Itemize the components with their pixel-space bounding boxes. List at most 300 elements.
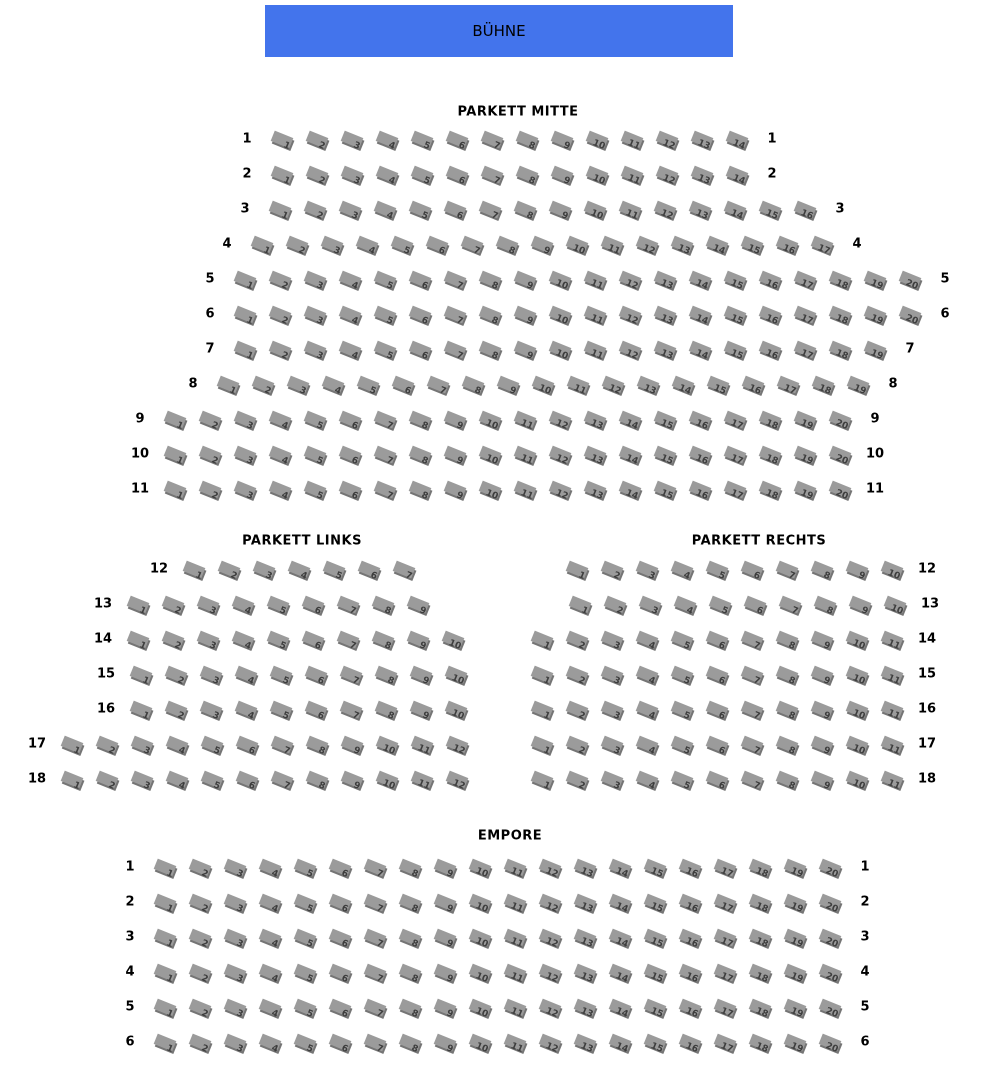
seat[interactable] [411, 130, 434, 152]
seat[interactable] [636, 630, 659, 652]
seat[interactable] [689, 445, 712, 467]
seat[interactable] [131, 735, 154, 757]
seat[interactable] [759, 445, 782, 467]
seat[interactable] [654, 480, 677, 502]
seat[interactable] [130, 700, 153, 722]
seat[interactable] [409, 445, 432, 467]
seat[interactable] [671, 665, 694, 687]
seat[interactable] [294, 858, 317, 880]
seat[interactable] [399, 858, 422, 880]
seat[interactable] [619, 270, 642, 292]
seat[interactable] [461, 235, 484, 257]
seat[interactable] [724, 480, 747, 502]
seat[interactable] [794, 445, 817, 467]
seat[interactable] [656, 165, 679, 187]
seat[interactable] [794, 480, 817, 502]
seat[interactable] [294, 928, 317, 950]
seat[interactable] [306, 130, 329, 152]
seat[interactable] [784, 1033, 807, 1055]
seat[interactable] [183, 560, 206, 582]
seat[interactable] [393, 560, 416, 582]
seat[interactable] [270, 700, 293, 722]
seat[interactable] [584, 410, 607, 432]
seat[interactable] [637, 375, 660, 397]
seat[interactable] [189, 998, 212, 1020]
seat[interactable] [444, 305, 467, 327]
seat[interactable] [253, 560, 276, 582]
seat[interactable] [784, 998, 807, 1020]
seat[interactable] [358, 560, 381, 582]
seat[interactable] [224, 1033, 247, 1055]
seat[interactable] [329, 998, 352, 1020]
seat[interactable] [759, 200, 782, 222]
seat[interactable] [749, 858, 772, 880]
seat[interactable] [881, 560, 904, 582]
seat[interactable] [130, 665, 153, 687]
seat[interactable] [549, 480, 572, 502]
seat[interactable] [531, 665, 554, 687]
seat[interactable] [469, 928, 492, 950]
seat[interactable] [776, 665, 799, 687]
seat[interactable] [586, 165, 609, 187]
seat[interactable] [601, 560, 624, 582]
seat[interactable] [759, 410, 782, 432]
seat[interactable] [819, 1033, 842, 1055]
seat[interactable] [329, 858, 352, 880]
seat[interactable] [271, 165, 294, 187]
seat[interactable] [259, 893, 282, 915]
seat[interactable] [609, 858, 632, 880]
seat[interactable] [726, 165, 749, 187]
seat[interactable] [574, 963, 597, 985]
seat[interactable] [96, 735, 119, 757]
seat[interactable] [811, 770, 834, 792]
seat[interactable] [269, 340, 292, 362]
seat[interactable] [504, 963, 527, 985]
seat[interactable] [566, 665, 589, 687]
seat[interactable] [644, 928, 667, 950]
seat[interactable] [531, 735, 554, 757]
seat[interactable] [654, 305, 677, 327]
seat[interactable] [714, 998, 737, 1020]
seat[interactable] [566, 235, 589, 257]
seat[interactable] [706, 770, 729, 792]
seat[interactable] [189, 1033, 212, 1055]
seat[interactable] [619, 200, 642, 222]
seat[interactable] [259, 858, 282, 880]
seat[interactable] [269, 200, 292, 222]
seat[interactable] [444, 270, 467, 292]
seat[interactable] [549, 410, 572, 432]
seat[interactable] [329, 1033, 352, 1055]
seat[interactable] [234, 445, 257, 467]
seat[interactable] [304, 410, 327, 432]
seat[interactable] [294, 998, 317, 1020]
seat[interactable] [234, 340, 257, 362]
seat[interactable] [251, 235, 274, 257]
seat[interactable] [714, 963, 737, 985]
seat[interactable] [376, 735, 399, 757]
seat[interactable] [409, 200, 432, 222]
seat[interactable] [654, 445, 677, 467]
seat[interactable] [601, 735, 624, 757]
seat[interactable] [234, 270, 257, 292]
seat[interactable] [636, 700, 659, 722]
seat[interactable] [340, 665, 363, 687]
seat[interactable] [566, 560, 589, 582]
seat[interactable] [286, 235, 309, 257]
seat[interactable] [584, 305, 607, 327]
seat[interactable] [479, 305, 502, 327]
seat[interactable] [164, 410, 187, 432]
seat[interactable] [539, 998, 562, 1020]
seat[interactable] [514, 200, 537, 222]
seat[interactable] [409, 480, 432, 502]
seat[interactable] [602, 375, 625, 397]
seat[interactable] [784, 858, 807, 880]
seat[interactable] [339, 305, 362, 327]
seat[interactable] [741, 630, 764, 652]
seat[interactable] [724, 270, 747, 292]
seat[interactable] [609, 998, 632, 1020]
seat[interactable] [671, 630, 694, 652]
seat[interactable] [364, 858, 387, 880]
seat[interactable] [679, 998, 702, 1020]
seat[interactable] [679, 893, 702, 915]
seat[interactable] [269, 410, 292, 432]
seat[interactable] [469, 858, 492, 880]
seat[interactable] [364, 893, 387, 915]
seat[interactable] [847, 375, 870, 397]
seat[interactable] [586, 130, 609, 152]
seat[interactable] [224, 893, 247, 915]
seat[interactable] [566, 770, 589, 792]
seat[interactable] [689, 410, 712, 432]
seat[interactable] [794, 410, 817, 432]
seat[interactable] [654, 200, 677, 222]
seat[interactable] [434, 928, 457, 950]
seat[interactable] [811, 700, 834, 722]
seat[interactable] [267, 630, 290, 652]
seat[interactable] [341, 165, 364, 187]
seat[interactable] [671, 560, 694, 582]
seat[interactable] [304, 270, 327, 292]
seat[interactable] [654, 340, 677, 362]
seat[interactable] [672, 375, 695, 397]
seat[interactable] [339, 445, 362, 467]
seat[interactable] [636, 235, 659, 257]
seat[interactable] [846, 770, 869, 792]
seat[interactable] [479, 445, 502, 467]
seat[interactable] [714, 858, 737, 880]
seat[interactable] [426, 235, 449, 257]
seat[interactable] [601, 665, 624, 687]
seat[interactable] [749, 963, 772, 985]
seat[interactable] [819, 858, 842, 880]
seat[interactable] [259, 1033, 282, 1055]
seat[interactable] [741, 235, 764, 257]
seat[interactable] [551, 165, 574, 187]
seat[interactable] [689, 270, 712, 292]
seat[interactable] [881, 770, 904, 792]
seat[interactable] [714, 893, 737, 915]
seat[interactable] [706, 665, 729, 687]
seat[interactable] [446, 770, 469, 792]
seat[interactable] [504, 928, 527, 950]
seat[interactable] [372, 630, 395, 652]
seat[interactable] [724, 200, 747, 222]
seat[interactable] [691, 130, 714, 152]
seat[interactable] [811, 560, 834, 582]
seat[interactable] [829, 410, 852, 432]
seat[interactable] [374, 270, 397, 292]
seat[interactable] [217, 375, 240, 397]
seat[interactable] [539, 963, 562, 985]
seat[interactable] [446, 735, 469, 757]
seat[interactable] [462, 375, 485, 397]
seat[interactable] [427, 375, 450, 397]
seat[interactable] [881, 630, 904, 652]
seat[interactable] [784, 893, 807, 915]
seat[interactable] [794, 340, 817, 362]
seat[interactable] [811, 630, 834, 652]
seat[interactable] [864, 270, 887, 292]
seat[interactable] [689, 480, 712, 502]
seat[interactable] [644, 1033, 667, 1055]
seat[interactable] [574, 893, 597, 915]
seat[interactable] [601, 630, 624, 652]
seat[interactable] [619, 305, 642, 327]
seat[interactable] [376, 770, 399, 792]
seat[interactable] [504, 858, 527, 880]
seat[interactable] [127, 595, 150, 617]
seat[interactable] [584, 200, 607, 222]
seat[interactable] [306, 165, 329, 187]
seat[interactable] [689, 305, 712, 327]
seat[interactable] [411, 770, 434, 792]
seat[interactable] [321, 235, 344, 257]
seat[interactable] [364, 998, 387, 1020]
seat[interactable] [829, 340, 852, 362]
seat[interactable] [375, 700, 398, 722]
seat[interactable] [306, 770, 329, 792]
seat[interactable] [446, 130, 469, 152]
seat[interactable] [514, 305, 537, 327]
seat[interactable] [881, 735, 904, 757]
seat[interactable] [444, 340, 467, 362]
seat[interactable] [504, 998, 527, 1020]
seat[interactable] [691, 165, 714, 187]
seat[interactable] [200, 700, 223, 722]
seat[interactable] [372, 595, 395, 617]
seat[interactable] [200, 665, 223, 687]
seat[interactable] [551, 130, 574, 152]
seat[interactable] [654, 270, 677, 292]
seat[interactable] [259, 998, 282, 1020]
seat[interactable] [714, 928, 737, 950]
seat[interactable] [154, 858, 177, 880]
seat[interactable] [302, 595, 325, 617]
seat[interactable] [679, 963, 702, 985]
seat[interactable] [531, 700, 554, 722]
seat[interactable] [689, 200, 712, 222]
seat[interactable] [709, 595, 732, 617]
seat[interactable] [689, 340, 712, 362]
seat[interactable] [166, 735, 189, 757]
seat[interactable] [375, 665, 398, 687]
seat[interactable] [434, 998, 457, 1020]
seat[interactable] [409, 305, 432, 327]
seat[interactable] [259, 928, 282, 950]
seat[interactable] [514, 340, 537, 362]
seat[interactable] [269, 270, 292, 292]
seat[interactable] [339, 410, 362, 432]
seat[interactable] [469, 1033, 492, 1055]
seat[interactable] [636, 770, 659, 792]
seat[interactable] [619, 445, 642, 467]
seat[interactable] [504, 1033, 527, 1055]
seat[interactable] [749, 998, 772, 1020]
seat[interactable] [846, 735, 869, 757]
seat[interactable] [399, 1033, 422, 1055]
seat[interactable] [165, 665, 188, 687]
seat[interactable] [549, 270, 572, 292]
seat[interactable] [339, 480, 362, 502]
seat[interactable] [199, 410, 222, 432]
seat[interactable] [706, 700, 729, 722]
seat[interactable] [409, 270, 432, 292]
seat[interactable] [479, 270, 502, 292]
seat[interactable] [497, 375, 520, 397]
seat[interactable] [619, 410, 642, 432]
seat[interactable] [374, 480, 397, 502]
seat[interactable] [444, 200, 467, 222]
seat[interactable] [884, 595, 907, 617]
seat[interactable] [131, 770, 154, 792]
seat[interactable] [776, 735, 799, 757]
seat[interactable] [794, 305, 817, 327]
seat[interactable] [776, 770, 799, 792]
seat[interactable] [399, 963, 422, 985]
seat[interactable] [236, 735, 259, 757]
seat[interactable] [479, 200, 502, 222]
seat[interactable] [741, 700, 764, 722]
seat[interactable] [574, 928, 597, 950]
seat[interactable] [252, 375, 275, 397]
seat[interactable] [374, 305, 397, 327]
seat[interactable] [201, 770, 224, 792]
seat[interactable] [531, 770, 554, 792]
seat[interactable] [294, 963, 317, 985]
seat[interactable] [899, 305, 922, 327]
seat[interactable] [539, 893, 562, 915]
seat[interactable] [235, 700, 258, 722]
seat[interactable] [636, 665, 659, 687]
seat[interactable] [539, 1033, 562, 1055]
seat[interactable] [199, 445, 222, 467]
seat[interactable] [294, 1033, 317, 1055]
seat[interactable] [811, 235, 834, 257]
seat[interactable] [399, 998, 422, 1020]
seat[interactable] [234, 480, 257, 502]
seat[interactable] [819, 998, 842, 1020]
seat[interactable] [679, 858, 702, 880]
seat[interactable] [814, 595, 837, 617]
seat[interactable] [567, 375, 590, 397]
seat[interactable] [584, 445, 607, 467]
seat[interactable] [724, 410, 747, 432]
seat[interactable] [881, 665, 904, 687]
seat[interactable] [779, 595, 802, 617]
seat[interactable] [374, 200, 397, 222]
seat[interactable] [341, 735, 364, 757]
seat[interactable] [434, 893, 457, 915]
seat[interactable] [749, 928, 772, 950]
seat[interactable] [305, 700, 328, 722]
seat[interactable] [654, 410, 677, 432]
seat[interactable] [516, 130, 539, 152]
seat[interactable] [411, 165, 434, 187]
seat[interactable] [514, 270, 537, 292]
seat[interactable] [444, 410, 467, 432]
seat[interactable] [749, 1033, 772, 1055]
seat[interactable] [749, 893, 772, 915]
seat[interactable] [201, 735, 224, 757]
seat[interactable] [776, 700, 799, 722]
seat[interactable] [707, 375, 730, 397]
seat[interactable] [819, 963, 842, 985]
seat[interactable] [224, 998, 247, 1020]
seat[interactable] [391, 235, 414, 257]
seat[interactable] [337, 595, 360, 617]
seat[interactable] [569, 595, 592, 617]
seat[interactable] [164, 480, 187, 502]
seat[interactable] [392, 375, 415, 397]
seat[interactable] [481, 165, 504, 187]
seat[interactable] [154, 998, 177, 1020]
seat[interactable] [304, 305, 327, 327]
seat[interactable] [574, 858, 597, 880]
seat[interactable] [794, 200, 817, 222]
seat[interactable] [434, 858, 457, 880]
seat[interactable] [671, 235, 694, 257]
seat[interactable] [407, 595, 430, 617]
seat[interactable] [794, 270, 817, 292]
seat[interactable] [566, 700, 589, 722]
seat[interactable] [304, 445, 327, 467]
seat[interactable] [609, 893, 632, 915]
seat[interactable] [444, 480, 467, 502]
seat[interactable] [444, 445, 467, 467]
seat[interactable] [829, 480, 852, 502]
seat[interactable] [714, 1033, 737, 1055]
seat[interactable] [671, 700, 694, 722]
seat[interactable] [881, 700, 904, 722]
seat[interactable] [165, 700, 188, 722]
seat[interactable] [566, 630, 589, 652]
seat[interactable] [376, 165, 399, 187]
seat[interactable] [706, 630, 729, 652]
seat[interactable] [549, 200, 572, 222]
seat[interactable] [469, 963, 492, 985]
seat[interactable] [619, 340, 642, 362]
seat[interactable] [356, 235, 379, 257]
seat[interactable] [304, 340, 327, 362]
seat[interactable] [846, 665, 869, 687]
seat[interactable] [829, 305, 852, 327]
seat[interactable] [621, 130, 644, 152]
seat[interactable] [339, 340, 362, 362]
